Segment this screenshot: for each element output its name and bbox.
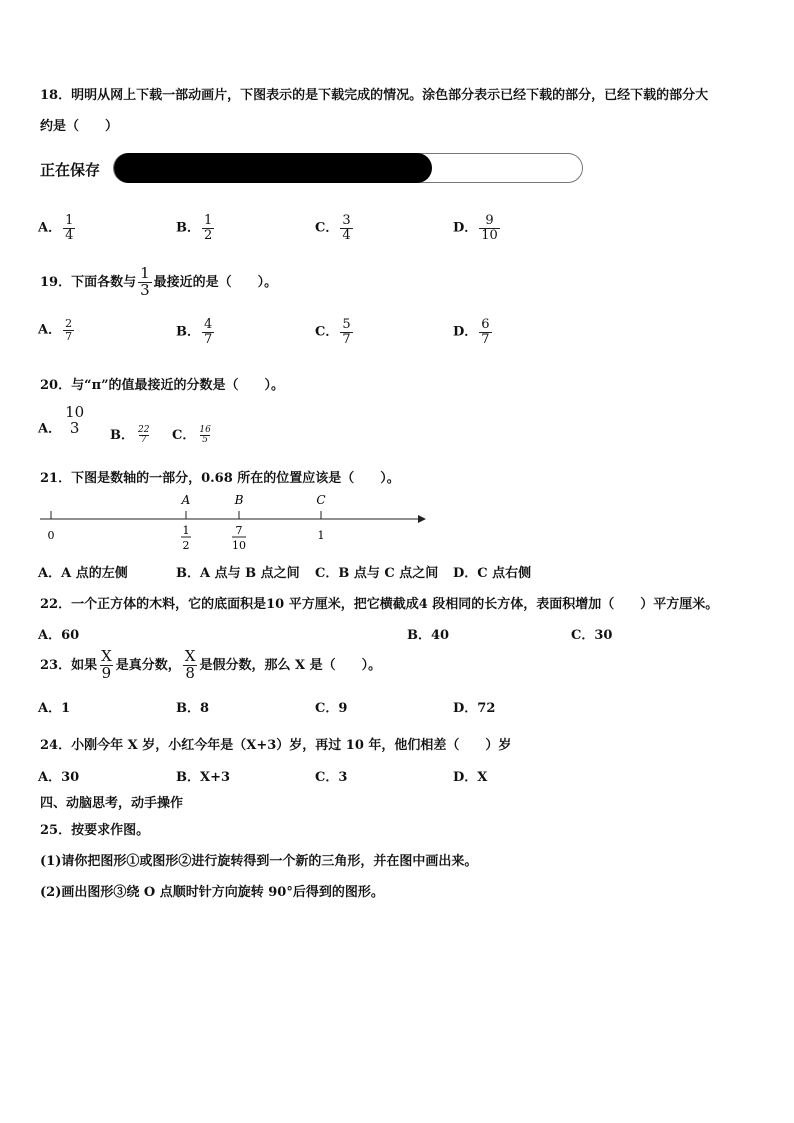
q19-option-a[interactable]: A． $\frac{2}{7}$: [38, 317, 73, 343]
q23-option-b[interactable]: B．8: [176, 701, 210, 716]
q18-option-a[interactable]: A． $\frac{1}{4}$: [38, 213, 74, 243]
q23-option-c[interactable]: C．9: [315, 701, 348, 716]
q24-option-d[interactable]: D．X: [453, 770, 488, 785]
progress-fill: [114, 153, 432, 183]
q21-option-d[interactable]: D．C 点右侧: [453, 566, 532, 581]
q18-text-line1: 18．明明从网上下载一部动画片，下图表示的是下载完成的情况。涂色部分表示已经下载的部分，已经下载的部分大: [40, 88, 709, 103]
number-line-arrow: [418, 515, 426, 523]
q23-option-d[interactable]: D．72: [453, 701, 496, 716]
b-frac-num: 7: [235, 524, 243, 537]
q22-text: 22．一个正方体的木料，它的底面积是10 平方厘米，把它横截成4 段相同的长方体，表面积增加（ ）平方厘米。: [40, 597, 719, 612]
q23-option-a[interactable]: A．1: [38, 701, 71, 716]
q20-option-b[interactable]: B． $\frac{22}{7}$: [110, 424, 150, 445]
q20-option-c[interactable]: C． $\frac{16}{5}$: [172, 424, 211, 445]
section-4-title: 四、动脑思考，动手操作: [40, 796, 184, 811]
q18-option-b[interactable]: B． $\frac{1}{2}$: [176, 213, 213, 243]
number-line: [40, 490, 440, 555]
q20-option-a[interactable]: A． 10 3: [38, 403, 85, 437]
q21-option-b[interactable]: B．A 点与 B 点之间: [176, 566, 300, 581]
progress-label: 正在保存: [40, 161, 101, 179]
point-b-label: B: [234, 493, 244, 507]
q22-option-c[interactable]: C．30: [571, 628, 613, 643]
q21-text: 21．下图是数轴的一部分，0.68 所在的位置应该是（ ）。: [40, 471, 400, 486]
q21-option-a[interactable]: A．A 点的左侧: [38, 566, 128, 581]
b-frac-den: 10: [232, 539, 246, 552]
q22-option-a[interactable]: A．60: [38, 628, 80, 643]
q25-text: 25．按要求作图。: [40, 823, 150, 838]
q24-text: 24．小刚今年 X 岁，小红今年是（X+3）岁，再过 10 年，他们相差（ ）岁: [40, 738, 512, 753]
a-frac-den: 2: [182, 539, 190, 552]
q20-text: 20．与“π”的值最接近的分数是（ ）。: [40, 378, 285, 393]
a-frac-num: 1: [182, 524, 190, 537]
q24-option-b[interactable]: B．X+3: [176, 770, 231, 785]
q21-option-c[interactable]: C．B 点与 C 点之间: [315, 566, 439, 581]
q19-option-c[interactable]: C． $\frac{5}{7}$: [315, 317, 351, 347]
q18-option-d[interactable]: D． $\frac{9}{10}$: [453, 213, 498, 243]
q23-text: 23．如果 $\frac{X}{9}$ 是真分数， $\frac{X}{8}$ 是假分数，那么 X 是（ ）。: [40, 647, 382, 682]
q18-option-c[interactable]: C． $\frac{3}{4}$: [315, 213, 351, 243]
q19-text: 19．下面各数与 $\frac{1}{3}$ 最接近的是（ ）。: [40, 264, 278, 299]
q24-option-c[interactable]: C．3: [315, 770, 348, 785]
q19-option-b[interactable]: B． $\frac{4}{7}$: [176, 317, 213, 347]
one-label: 1: [317, 529, 325, 542]
q24-option-a[interactable]: A．30: [38, 770, 80, 785]
q18-text-line2: 约是（ ）: [40, 119, 119, 134]
point-a-label: A: [181, 493, 191, 507]
q25-part2: (2)画出图形③绕 O 点顺时针方向旋转 90°后得到的图形。: [40, 885, 384, 900]
zero-label: 0: [47, 529, 55, 542]
q19-option-d[interactable]: D． $\frac{6}{7}$: [453, 317, 490, 347]
q22-option-b[interactable]: B．40: [407, 628, 450, 643]
progress-bar: [113, 153, 583, 183]
q25-part1: (1)请你把图形①或图形②进行旋转得到一个新的三角形，并在图中画出来。: [40, 854, 478, 869]
point-c-label: C: [316, 493, 326, 507]
